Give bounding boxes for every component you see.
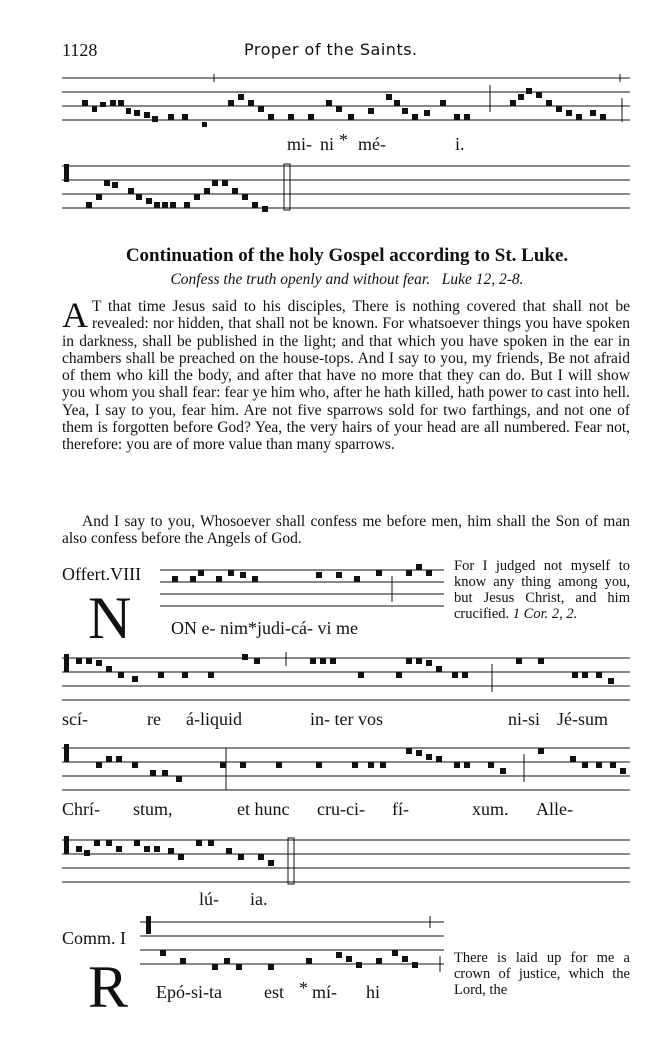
offertory-line3-syllable: et hunc: [237, 799, 290, 819]
offertory-line3-syllable: Chrí-: [62, 799, 100, 819]
offertory-staff-1: [160, 562, 444, 612]
offertory-line3-syllable: cru-ci-: [317, 799, 365, 819]
communion-translation: There is laid up for me a crown of justice, which the Lord, the: [454, 950, 630, 998]
gospel-paragraph-1: [62, 295, 630, 454]
chant1-syllable: mi-: [287, 134, 312, 154]
offertory-line4-syllable: lú-: [199, 889, 219, 909]
offertory-line2-syllable: re: [147, 709, 161, 729]
offertory-line2-syllable: á-liquid: [186, 709, 242, 729]
offertory-staff-4: [62, 832, 630, 886]
offertory-line3-syllable: fí-: [392, 799, 409, 819]
page-number: 1128: [62, 40, 98, 60]
communion-syllable: hi: [366, 982, 381, 1002]
chant-staff-2: [62, 158, 630, 218]
offertory-staff-2: [62, 650, 630, 704]
offertory-line2-syllable: scí-: [62, 709, 88, 729]
gospel-initial: A: [62, 295, 88, 335]
communion-syllable: Epó-si-ta: [156, 982, 222, 1002]
gospel-reference: Luke 12, 2-8.: [441, 271, 524, 288]
communion-staff: [140, 914, 444, 978]
offertory-line3-syllable: stum,: [133, 799, 173, 819]
communion-initial: R: [88, 954, 129, 1020]
gospel-heading: Continuation of the holy Gospel according to St. Luke.: [125, 245, 569, 266]
offertory-translation: [454, 558, 630, 622]
communion-label: Comm. I: [62, 928, 127, 948]
offertory-translation-ref: 1 Cor. 2, 2.: [512, 606, 578, 622]
offertory-line3-syllable: xum.: [472, 799, 509, 819]
offertory-line3-syllable: Alle-: [536, 799, 573, 819]
offertory-line2-syllable: Jé-sum: [557, 709, 608, 729]
offertory-line2-syllable: ni-si: [508, 709, 541, 729]
gospel-subheading: [62, 271, 632, 289]
chant1-syllable: i.: [455, 134, 465, 154]
communion-syllable: est: [264, 982, 284, 1002]
offertory-line4-syllable: ia.: [250, 889, 268, 909]
offertory-line2-syllable: in- ter vos: [310, 709, 383, 729]
gospel-subheading-theme: Confess the truth openly and without fear.: [170, 271, 431, 288]
offertory-label: Offert.VIII: [62, 564, 142, 584]
offertory-translation-text: For I judged not myself to know any thing among you, but Jesus Christ, and him crucified.: [454, 558, 630, 622]
gospel-paragraph-2: And I say to you, Whosoever shall confess me before men, him shall the Son of man also confess before the Angels of God.: [62, 513, 630, 548]
running-title: Proper of the Saints.: [244, 40, 418, 59]
offertory-initial: N: [88, 585, 132, 651]
communion-syllable: mí-: [312, 982, 337, 1002]
gospel-text: T that time Jesus said to his disciples, There is nothing covered that shall not be revealed: nor hidden, that shall not be known. For whatsoever things you have spoken in darkness, shall be published in the light; and that which you have spoken in the ear in chambers shall be preached on the house-tops. And I say to you, my friends, Be not afraid of them who kill the body, and after that have no more that they can do. But I will show you whom you shall fear: fear ye him who, after he hath killed, hath power to cast into hell. Yea, I say to you, fear him. Are not five sparrows sold for two farthings, and not one of them is forgotten before God? Yea, the very hairs of your head are all numbered. Fear not, therefore: you are of more value than many sparrows.: [62, 298, 630, 454]
chant-staff-1: [62, 70, 630, 130]
offertory-line1: ON e- nim*judi-cá- vi me: [171, 618, 358, 638]
communion-syllable: *: [299, 978, 308, 998]
chant1-syllable: ni: [320, 134, 335, 154]
chant1-syllable: mé-: [358, 134, 386, 154]
chant1-syllable: *: [339, 130, 348, 150]
offertory-staff-3: [62, 740, 630, 794]
